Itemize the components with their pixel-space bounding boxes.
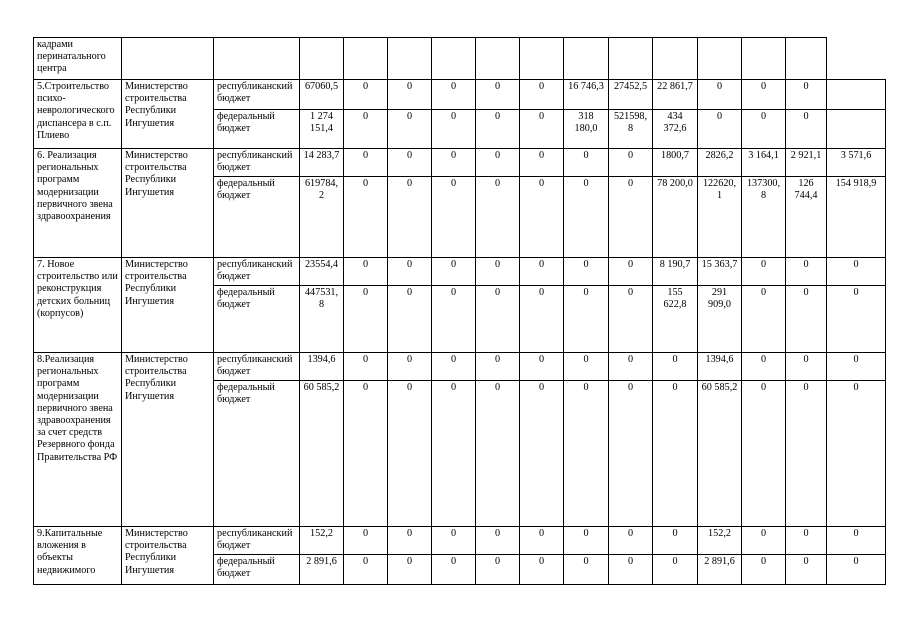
funding-source-cell: республиканский бюджет [214, 149, 300, 177]
total-amount-cell: 1 274 151,4 [300, 110, 344, 149]
funding-source-cell: федеральный бюджет [214, 110, 300, 149]
year-amount-cell: 0 [476, 177, 520, 258]
year-amount-cell: 0 [388, 258, 432, 286]
year-amount-cell: 0 [520, 353, 564, 381]
empty-cell [520, 38, 564, 80]
year-amount-cell: 0 [520, 555, 564, 585]
year-amount-cell: 0 [609, 177, 653, 258]
year-amount-cell: 0 [520, 177, 564, 258]
year-amount-cell: 0 [520, 149, 564, 177]
year-amount-cell: 0 [653, 555, 698, 585]
ministry-cell: Министерство строительства Республики Ингушетия [122, 80, 214, 149]
ministry-cell: Министерство строительства Республики Ингушетия [122, 527, 214, 585]
year-amount-cell: 0 [564, 149, 609, 177]
year-amount-cell: 0 [827, 286, 886, 353]
program-name-cell: 5.Строительство психо-неврологического диспансера в с.п. Плиево [34, 80, 122, 149]
year-amount-cell: 2826,2 [698, 149, 742, 177]
empty-cell [344, 38, 388, 80]
table-row [34, 258, 886, 286]
year-amount-cell: 434 372,6 [653, 110, 698, 149]
year-amount-cell: 0 [786, 286, 827, 353]
year-amount-cell [827, 110, 886, 149]
year-amount-cell: 0 [742, 381, 786, 527]
year-amount-cell: 0 [388, 381, 432, 527]
year-amount-cell: 0 [344, 149, 388, 177]
year-amount-cell: 0 [609, 149, 653, 177]
empty-cell [653, 38, 698, 80]
year-amount-cell: 0 [786, 110, 827, 149]
total-amount-cell: 152,2 [300, 527, 344, 555]
year-amount-cell: 0 [432, 555, 476, 585]
year-amount-cell: 0 [388, 286, 432, 353]
year-amount-cell: 0 [388, 110, 432, 149]
program-name-cell: 9.Капитальные вложения в объекты недвижимого [34, 527, 122, 585]
total-amount-cell: 23554,4 [300, 258, 344, 286]
year-amount-cell: 0 [432, 286, 476, 353]
year-amount-cell: 0 [476, 527, 520, 555]
empty-cell [122, 38, 214, 80]
year-amount-cell: 60 585,2 [698, 381, 742, 527]
year-amount-cell: 0 [564, 286, 609, 353]
year-amount-cell: 0 [344, 527, 388, 555]
empty-cell [214, 38, 300, 80]
year-amount-cell: 0 [520, 258, 564, 286]
year-amount-cell: 0 [520, 381, 564, 527]
year-amount-cell: 0 [742, 80, 786, 110]
year-amount-cell: 0 [653, 527, 698, 555]
year-amount-cell: 0 [344, 177, 388, 258]
year-amount-cell: 22 861,7 [653, 80, 698, 110]
year-amount-cell: 0 [520, 80, 564, 110]
year-amount-cell: 0 [432, 177, 476, 258]
year-amount-cell: 0 [388, 149, 432, 177]
year-amount-cell: 155 622,8 [653, 286, 698, 353]
year-amount-cell: 318 180,0 [564, 110, 609, 149]
year-amount-cell: 0 [476, 353, 520, 381]
year-amount-cell: 521598,8 [609, 110, 653, 149]
empty-cell [476, 38, 520, 80]
year-amount-cell: 0 [742, 286, 786, 353]
empty-cell [432, 38, 476, 80]
program-name-cell: 6. Реализация региональных программ модернизации первичного звена здравоохранения [34, 149, 122, 258]
funding-source-cell: республиканский бюджет [214, 258, 300, 286]
year-amount-cell: 0 [564, 555, 609, 585]
year-amount-cell: 0 [653, 381, 698, 527]
total-amount-cell: 619784,2 [300, 177, 344, 258]
funding-source-cell: федеральный бюджет [214, 177, 300, 258]
year-amount-cell: 0 [742, 258, 786, 286]
year-amount-cell: 16 746,3 [564, 80, 609, 110]
year-amount-cell: 0 [827, 381, 886, 527]
ministry-cell: Министерство строительства Республики Ингушетия [122, 353, 214, 527]
table-row [34, 527, 886, 555]
year-amount-cell: 0 [432, 258, 476, 286]
program-name-cell: 8.Реализация региональных программ модернизации первичного звена здравоохранения за счет средств Резервного фонда Правительства РФ [34, 353, 122, 527]
year-amount-cell: 0 [564, 177, 609, 258]
total-amount-cell: 67060,5 [300, 80, 344, 110]
year-amount-cell: 0 [564, 381, 609, 527]
year-amount-cell: 0 [432, 381, 476, 527]
year-amount-cell: 0 [609, 258, 653, 286]
year-amount-cell: 0 [388, 353, 432, 381]
year-amount-cell: 0 [344, 381, 388, 527]
year-amount-cell: 0 [344, 286, 388, 353]
year-amount-cell: 0 [520, 110, 564, 149]
ministry-cell: Министерство строительства Республики Ингушетия [122, 258, 214, 353]
funding-source-cell: федеральный бюджет [214, 381, 300, 527]
year-amount-cell: 0 [786, 381, 827, 527]
year-amount-cell: 0 [432, 353, 476, 381]
year-amount-cell: 0 [388, 80, 432, 110]
year-amount-cell: 0 [564, 258, 609, 286]
year-amount-cell: 0 [827, 555, 886, 585]
ministry-cell: Министерство строительства Республики Ингушетия [122, 149, 214, 258]
year-amount-cell: 0 [476, 80, 520, 110]
year-amount-cell: 0 [344, 555, 388, 585]
year-amount-cell: 0 [698, 110, 742, 149]
funding-source-cell: федеральный бюджет [214, 286, 300, 353]
year-amount-cell: 126 744,4 [786, 177, 827, 258]
year-amount-cell: 0 [388, 527, 432, 555]
year-amount-cell: 0 [344, 80, 388, 110]
year-amount-cell: 0 [476, 149, 520, 177]
empty-cell [388, 38, 432, 80]
year-amount-cell: 0 [609, 555, 653, 585]
year-amount-cell: 152,2 [698, 527, 742, 555]
year-amount-cell: 2 921,1 [786, 149, 827, 177]
year-amount-cell: 0 [344, 258, 388, 286]
year-amount-cell: 0 [520, 286, 564, 353]
year-amount-cell: 3 164,1 [742, 149, 786, 177]
year-amount-cell [827, 80, 886, 110]
year-amount-cell: 0 [388, 177, 432, 258]
year-amount-cell: 0 [609, 353, 653, 381]
year-amount-cell: 0 [476, 258, 520, 286]
year-amount-cell: 27452,5 [609, 80, 653, 110]
table-row [34, 80, 886, 110]
funding-source-cell: республиканский бюджет [214, 353, 300, 381]
year-amount-cell: 0 [742, 353, 786, 381]
funding-source-cell: республиканский бюджет [214, 80, 300, 110]
year-amount-cell: 0 [476, 381, 520, 527]
year-amount-cell: 8 190,7 [653, 258, 698, 286]
total-amount-cell: 60 585,2 [300, 381, 344, 527]
year-amount-cell: 0 [786, 258, 827, 286]
table-row [34, 353, 886, 381]
year-amount-cell: 0 [698, 80, 742, 110]
empty-cell [300, 38, 344, 80]
program-name-cell: кадрами перинатального центра [34, 38, 122, 80]
year-amount-cell: 2 891,6 [698, 555, 742, 585]
year-amount-cell: 0 [432, 149, 476, 177]
table-row [34, 38, 886, 80]
year-amount-cell: 0 [564, 527, 609, 555]
year-amount-cell: 0 [432, 110, 476, 149]
year-amount-cell: 0 [827, 527, 886, 555]
year-amount-cell: 0 [786, 80, 827, 110]
year-amount-cell: 122620,1 [698, 177, 742, 258]
total-amount-cell: 447531,8 [300, 286, 344, 353]
total-amount-cell: 14 283,7 [300, 149, 344, 177]
empty-cell [698, 38, 742, 80]
year-amount-cell: 0 [344, 110, 388, 149]
total-amount-cell: 2 891,6 [300, 555, 344, 585]
year-amount-cell: 0 [344, 353, 388, 381]
year-amount-cell: 1394,6 [698, 353, 742, 381]
funding-source-cell: федеральный бюджет [214, 555, 300, 585]
year-amount-cell: 0 [432, 80, 476, 110]
year-amount-cell: 0 [476, 110, 520, 149]
year-amount-cell: 154 918,9 [827, 177, 886, 258]
year-amount-cell: 0 [786, 527, 827, 555]
year-amount-cell: 291 909,0 [698, 286, 742, 353]
year-amount-cell: 0 [476, 286, 520, 353]
year-amount-cell: 0 [786, 353, 827, 381]
funding-source-cell: республиканский бюджет [214, 527, 300, 555]
year-amount-cell: 0 [827, 258, 886, 286]
year-amount-cell: 0 [742, 527, 786, 555]
empty-cell [609, 38, 653, 80]
year-amount-cell: 0 [476, 555, 520, 585]
total-amount-cell: 1394,6 [300, 353, 344, 381]
year-amount-cell: 0 [609, 286, 653, 353]
table-row [34, 149, 886, 177]
year-amount-cell: 1800,7 [653, 149, 698, 177]
budget-table [33, 37, 886, 585]
year-amount-cell: 137300,8 [742, 177, 786, 258]
year-amount-cell: 0 [432, 527, 476, 555]
year-amount-cell: 15 363,7 [698, 258, 742, 286]
empty-cell [786, 38, 827, 80]
year-amount-cell: 0 [388, 555, 432, 585]
program-name-cell: 7. Новое строительство или реконструкция детских больниц (корпусов) [34, 258, 122, 353]
empty-cell [742, 38, 786, 80]
year-amount-cell: 0 [564, 353, 609, 381]
year-amount-cell: 0 [520, 527, 564, 555]
year-amount-cell: 3 571,6 [827, 149, 886, 177]
empty-cell [564, 38, 609, 80]
year-amount-cell: 0 [742, 555, 786, 585]
year-amount-cell: 0 [653, 353, 698, 381]
year-amount-cell: 0 [609, 527, 653, 555]
year-amount-cell: 78 200,0 [653, 177, 698, 258]
year-amount-cell: 0 [827, 353, 886, 381]
year-amount-cell: 0 [786, 555, 827, 585]
year-amount-cell: 0 [742, 110, 786, 149]
year-amount-cell: 0 [609, 381, 653, 527]
